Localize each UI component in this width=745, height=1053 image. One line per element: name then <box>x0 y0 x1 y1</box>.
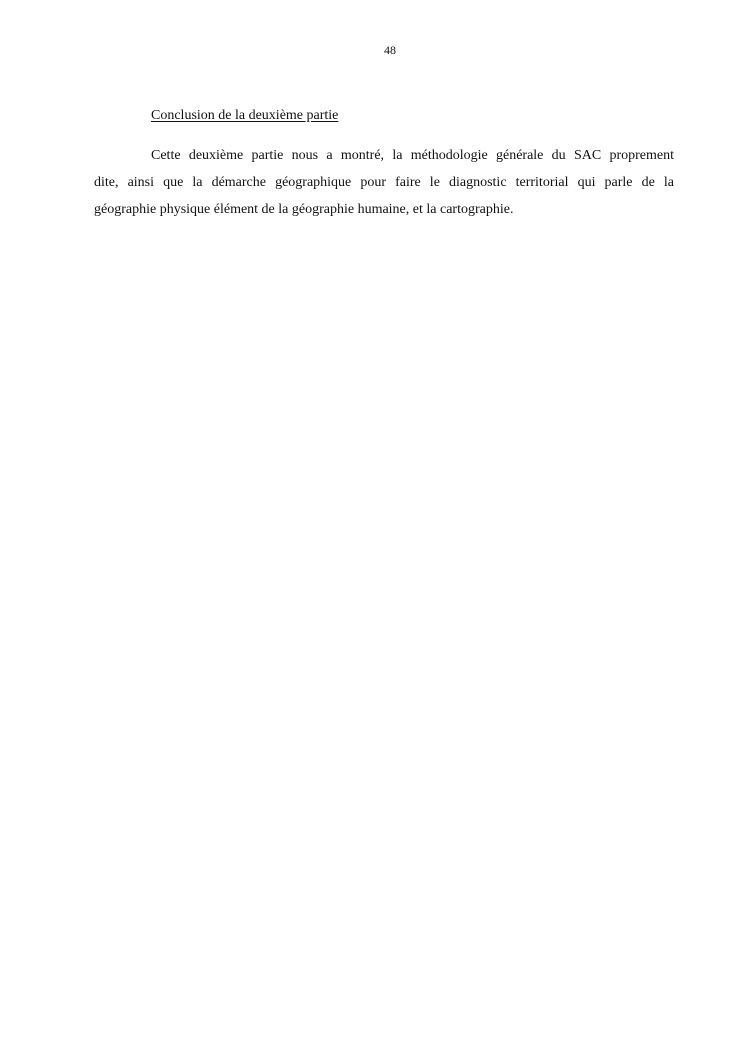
paragraph-line: géographie physique élément de la géographie humaine, et la cartographie. <box>94 202 514 217</box>
page-number: 48 <box>384 43 396 57</box>
paragraph-line: Cette deuxième partie nous a montré, la méthodologie générale du SAC proprement <box>151 148 674 163</box>
conclusion-paragraph <box>94 142 674 223</box>
section-heading: Conclusion de la deuxième partie <box>151 108 339 123</box>
paragraph-line: dite, ainsi que la démarche géographique pour faire le diagnostic territorial qui parle de la <box>94 175 674 190</box>
